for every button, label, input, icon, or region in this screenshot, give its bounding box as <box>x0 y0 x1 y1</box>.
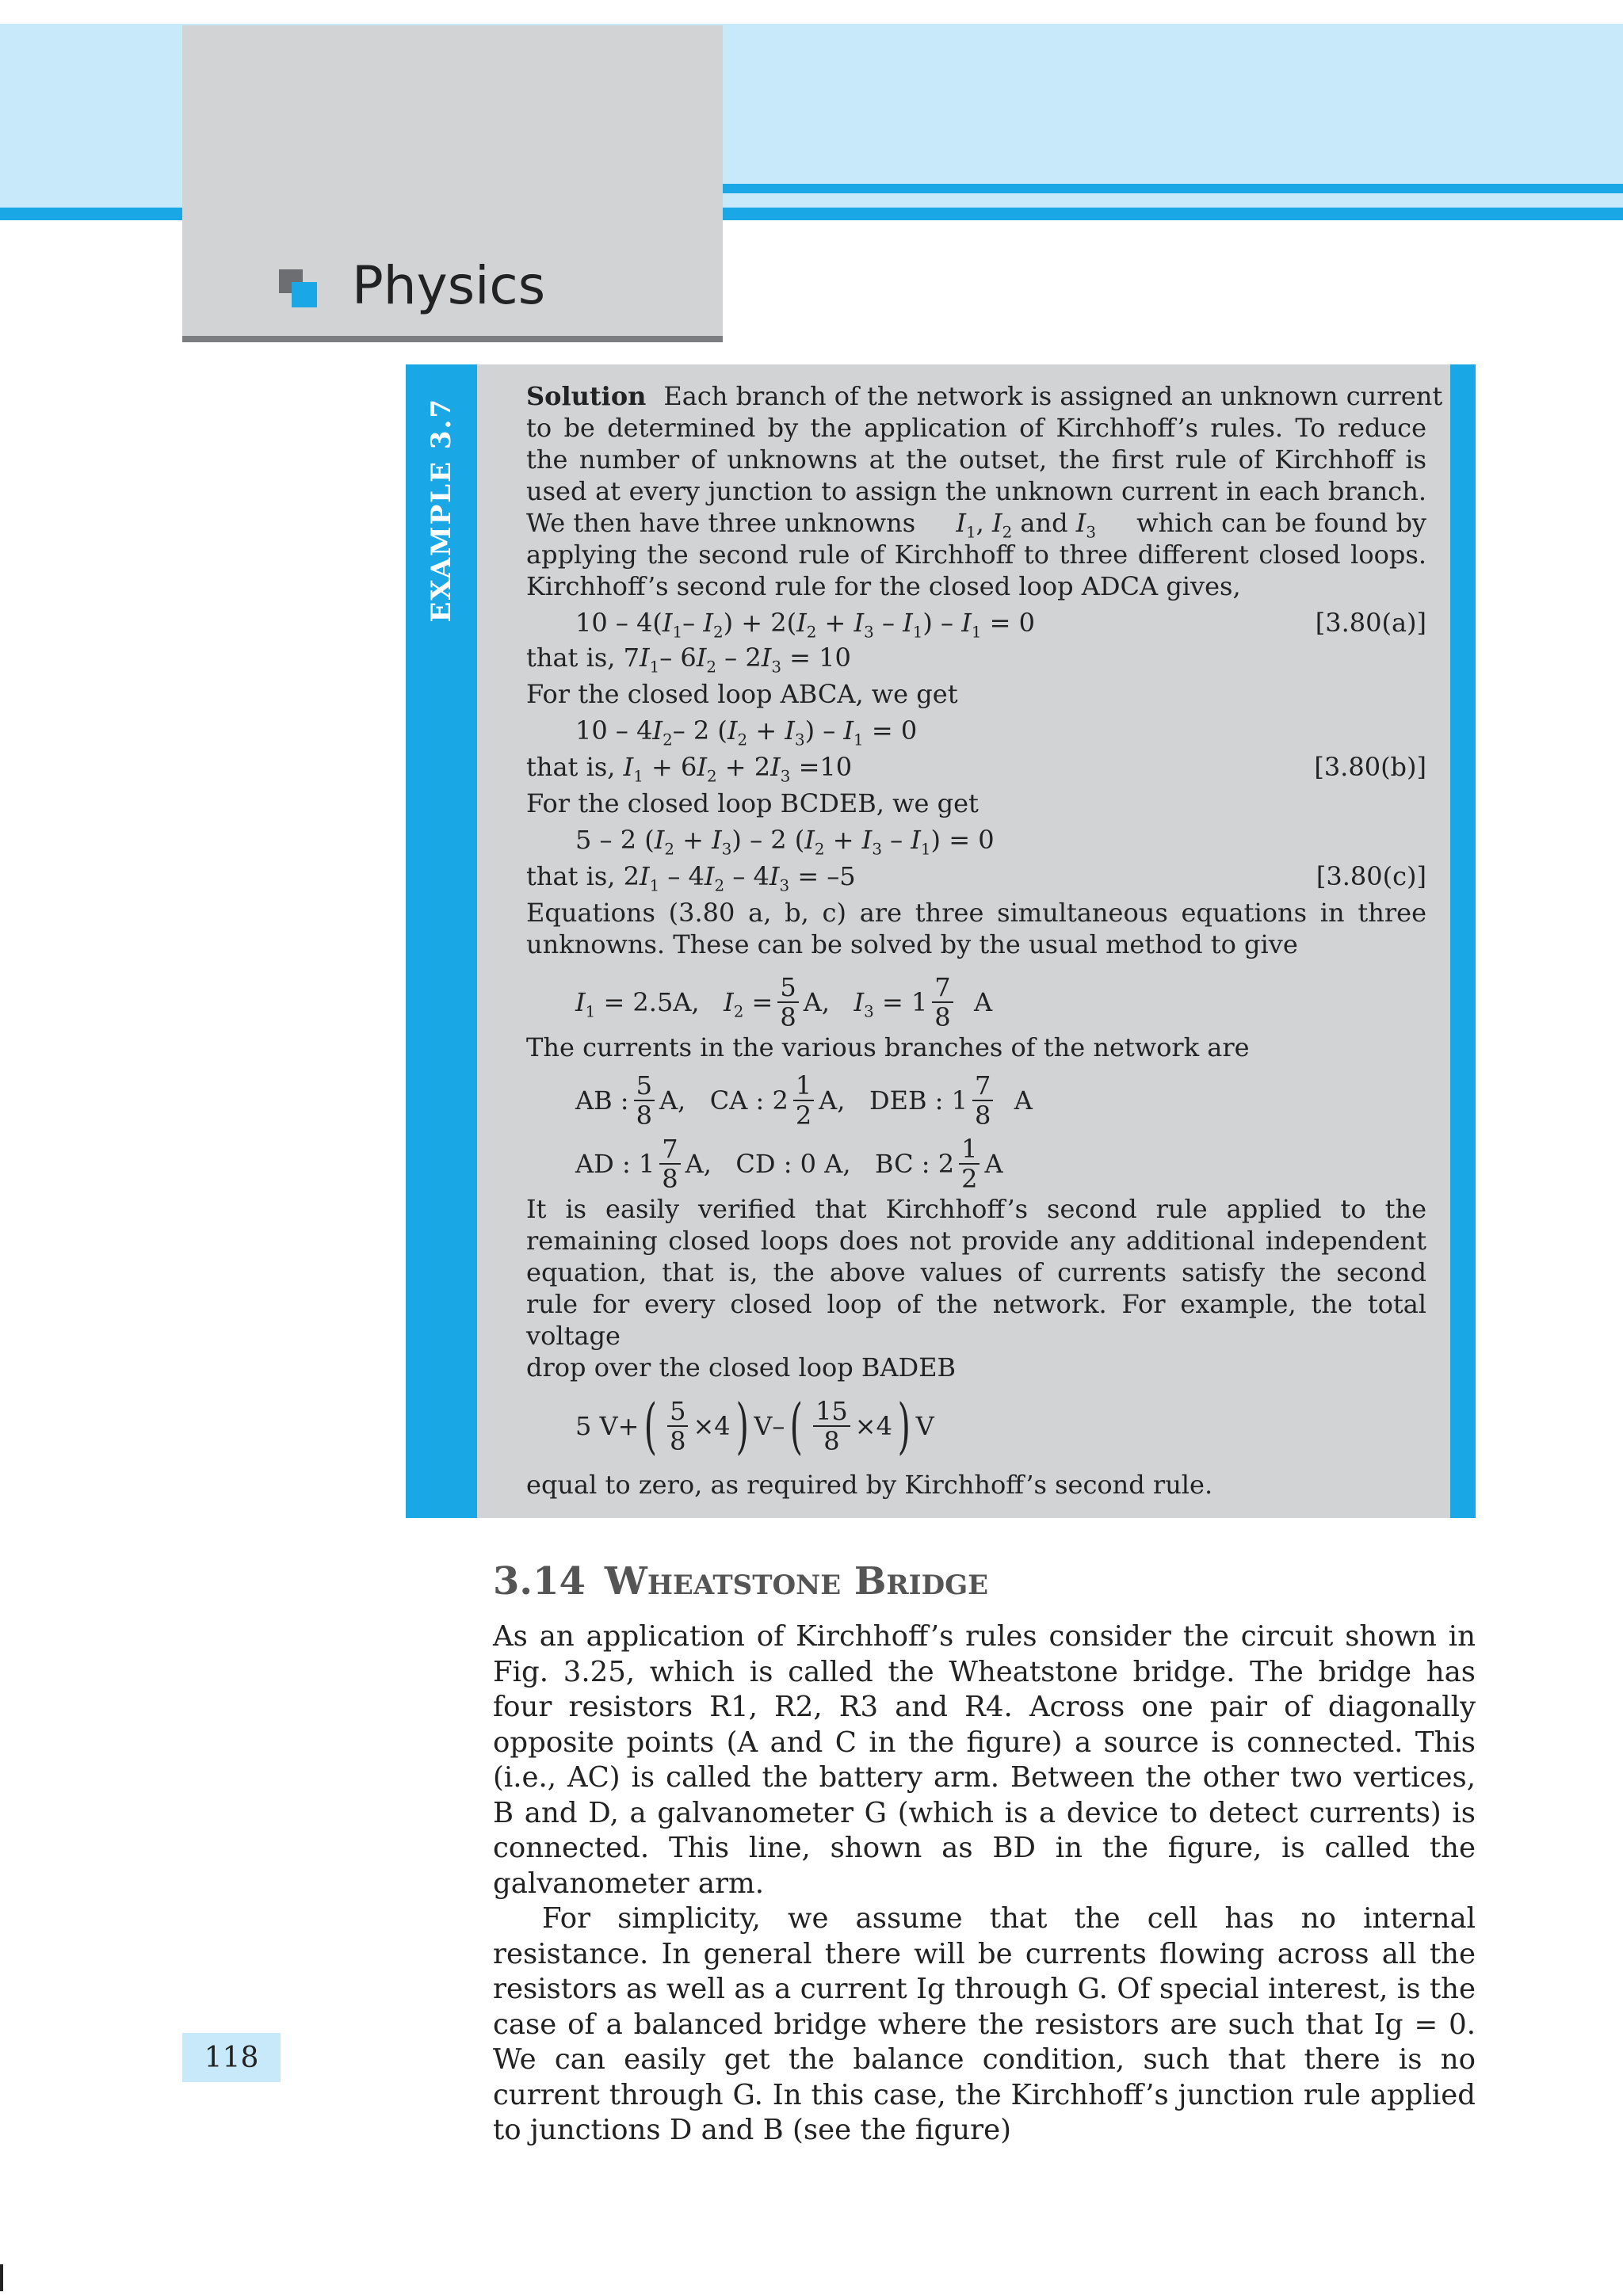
solution-line: equation, that is, the above values of currents satisfy the second <box>526 1257 1426 1287</box>
current-solution: $I_1 = 2.5A$, $I_2$ = $\frac{5}{8}$ A, $I_3 = 1$ $\frac{7}{8}$ A <box>575 972 993 1032</box>
voltage-drop-expression: 5 V+ ( $\frac{5}{8}$ ×4 ) V– ( $\frac{15}{8}$ ×4 ) V <box>575 1390 934 1461</box>
subject-underline <box>182 336 723 342</box>
solution-line: Kirchhoff’s second rule for the closed loop ADCA gives, <box>526 571 1241 601</box>
branch-currents-1: AB : $\frac{5}{8}$ A, CA : 2 $\frac{1}{2}$ A, DEB : 1 $\frac{7}{8}$ A <box>575 1070 1033 1131</box>
equation-a-simplified: that is, $7I_1-$ $6I_2 - 2I_3 = 10$ <box>526 643 851 677</box>
body-paragraph: For simplicity, we assume that the cell has no internal resistance. In general there will be currents flowing across all the resistors as well as a current Ig through G. Of special interest, is the case of a balanced bridge where the resistors are such that Ig = 0. We can easily get the balance condition, such that there is no current through G. In this case, the Kirchhoff’s junction rule applied to junctions D and B (see the figure) <box>493 1902 1476 2146</box>
equation-b-simplified: that is, $I_1 + 6I_2 + 2I_3 =10$ [3.80(b)] <box>526 752 1426 786</box>
loop-text: For the closed loop ABCA, we get <box>526 679 958 709</box>
branch-currents-2: AD : 1 $\frac{7}{8}$ A, CD : 0 A, BC : 2 $\frac{1}{2}$ A <box>575 1134 1003 1194</box>
example-side-bar <box>1450 364 1476 1518</box>
subject-title: Physics <box>352 255 546 316</box>
solution-line: used at every junction to assign the unknown current in each branch. <box>526 476 1426 506</box>
solution-line: It is easily verified that Kirchhoff’s second rule applied to the <box>526 1194 1426 1224</box>
example-tab <box>406 364 477 1518</box>
equation-c-simplified: that is, $2I_1 - 4I_2 - 4I_3 = -5$ [3.80(c)] <box>526 861 1426 895</box>
equation-b: $10 - 4I_2-$ 2 $(I_2 + I_3) - I_1 = 0$ <box>575 715 918 749</box>
solution-line: applying the second rule of Kirchhoff to three different closed loops. <box>526 540 1426 570</box>
solution-line: rule for every closed loop of the network. For example, the total voltage <box>526 1289 1426 1351</box>
loop-text: For the closed loop BCDEB, we get <box>526 788 979 818</box>
example-solution <box>526 380 1443 1501</box>
solution-first-line: Solution Each branch of the network is assigned an unknown current <box>526 381 1443 411</box>
crop-mark-bottom <box>0 2264 3 2291</box>
solution-label: Solution <box>526 381 647 411</box>
solution-line: drop over the closed loop BADEB <box>526 1352 957 1383</box>
solution-conclusion: equal to zero, as required by Kirchhoff’s second rule. <box>526 1470 1213 1500</box>
body-paragraph: As an application of Kirchhoff’s rules consider the circuit shown in Fig. 3.25, which is called the Wheatstone bridge. The bridge has four resistors R1, R2, R3 and R4. Across one pair of diagonally opposite points (A and C in the figure) a source is connected. This (i.e., AC) is called the battery arm. Between the other two vertices, B and D, a galvanometer G (which is a device to detect currents) is connected. This line, shown as BD in the figure, is called the galvanometer arm. <box>493 1620 1476 1900</box>
equation-tag: [3.80(b)] <box>1314 752 1426 782</box>
solution-line: remaining closed loops does not provide any additional independent <box>526 1226 1426 1256</box>
section-number: 3.14 <box>493 1559 586 1604</box>
header-stripe <box>0 208 184 220</box>
squares-logo-icon <box>279 269 322 311</box>
solution-line: the number of unknowns at the outset, the first rule of Kirchhoff is <box>526 444 1426 475</box>
equation-c: 5 – 2 $(I_2 + I_3) - 2$ $(I_2 + I_3 - I_1) = 0$ <box>575 825 995 859</box>
solution-unknowns-line: We then have three unknowns $I_1$, $I_2$ and $I_3$ which can be found by <box>526 508 1426 542</box>
header-stripe <box>723 208 1623 220</box>
solution-line: to be determined by the application of Kirchhoff’s rules. To reduce <box>526 413 1426 443</box>
equation-tag: [3.80(c)] <box>1316 861 1426 891</box>
currents-intro: The currents in the various branches of the network are <box>526 1032 1250 1062</box>
section-heading <box>493 1558 988 1605</box>
section-body <box>493 1619 1476 2149</box>
solution-line: Equations (3.80 a, b, c) are three simultaneous equations in three <box>526 898 1426 928</box>
page-number: 118 <box>182 2033 281 2082</box>
section-title: Wheatstone Bridge <box>604 1559 989 1604</box>
equation-tag: [3.80(a)] <box>1315 608 1426 638</box>
header-stripe <box>723 184 1623 193</box>
equation-a: $10 - 4(I_1-$ $I_2) + 2(I_2 + I_3 - I_1) - I_1 = 0$ [3.80(a)] <box>575 608 1426 642</box>
example-label: EXAMPLE 3.7 <box>426 398 457 623</box>
solution-line: unknowns. These can be solved by the usual method to give <box>526 929 1298 959</box>
